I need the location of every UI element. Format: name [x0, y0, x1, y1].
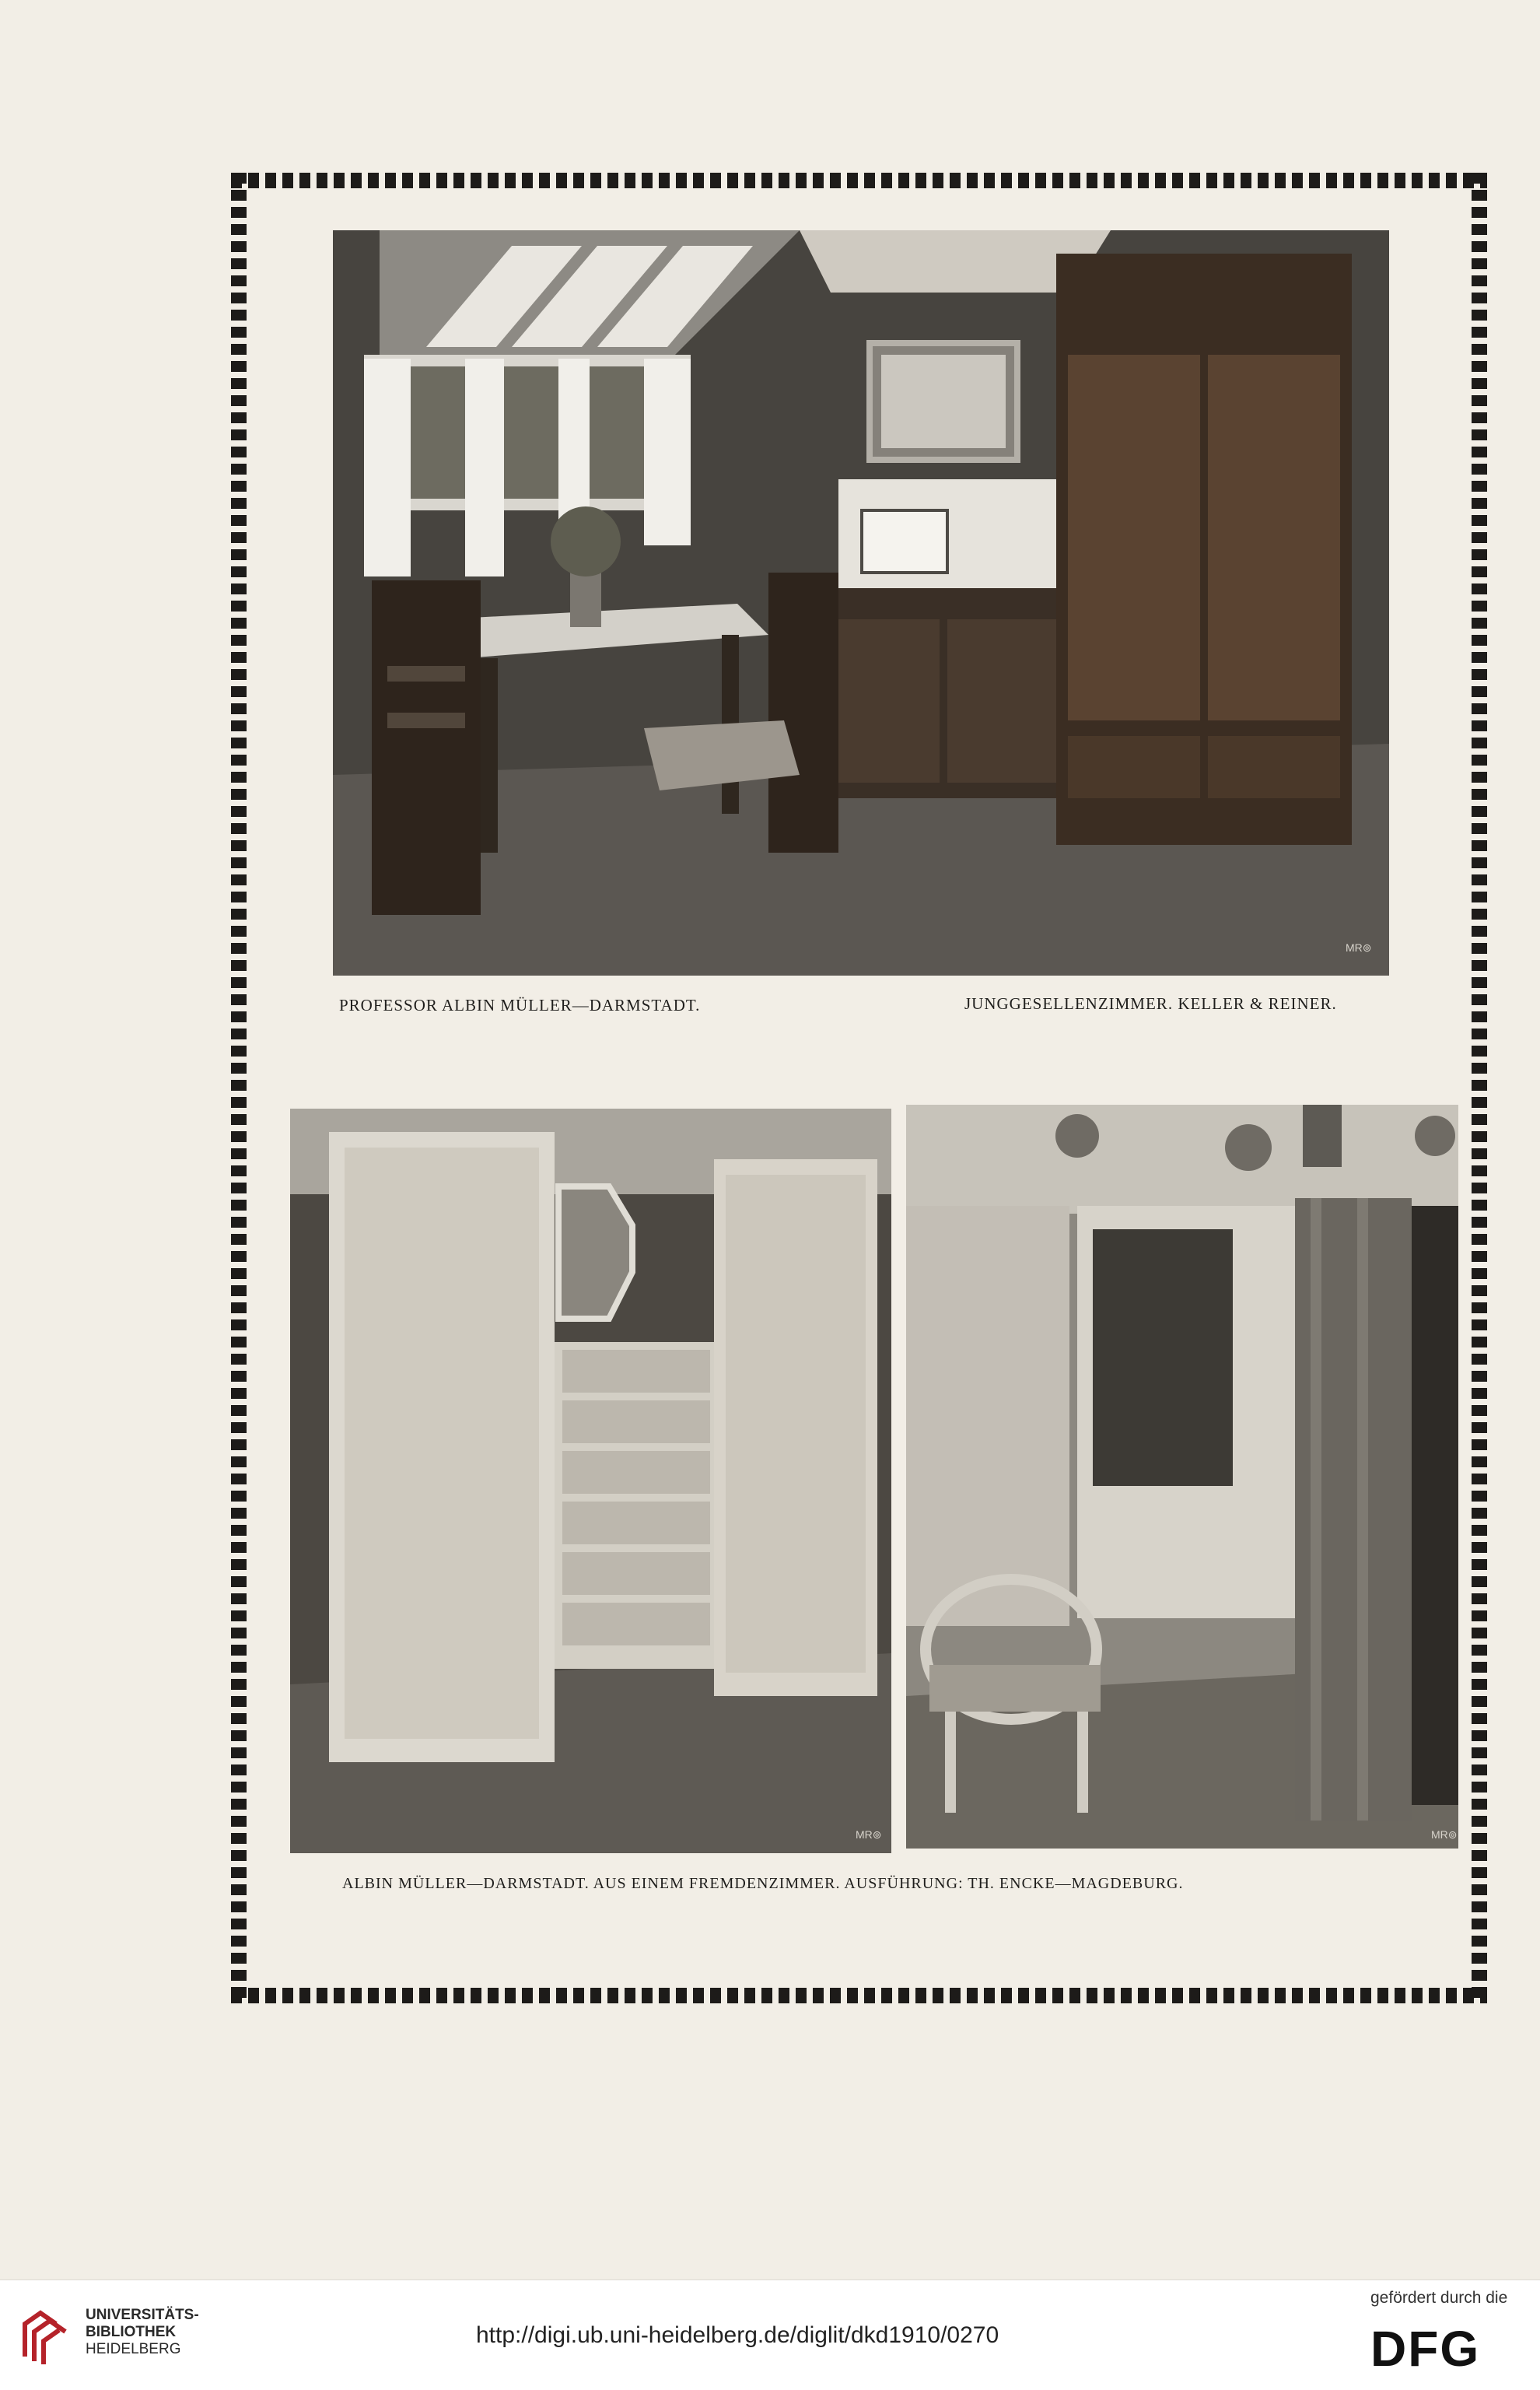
photo-alcove	[906, 1105, 1458, 1849]
caption-room: JUNGGESELLENZIMMER. KELLER & REINER.	[964, 994, 1337, 1013]
photo-wardrobes	[290, 1109, 891, 1853]
caption-guest-room: ALBIN MÜLLER—DARMSTADT. AUS EINEM FREMDENZIMMER. AUSFÜHRUNG: TH. ENCKE—MAGDEBURG.	[342, 1875, 1184, 1892]
dfg-logo: DFG	[1370, 2321, 1481, 2377]
photo-monogram: MR⊚	[1346, 941, 1372, 954]
alcove-illustration	[906, 1105, 1458, 1849]
photo-monogram: MR⊚	[1431, 1828, 1458, 1841]
caption-designer: PROFESSOR ALBIN MÜLLER—DARMSTADT.	[339, 996, 701, 1015]
photo-monogram: MR⊚	[856, 1828, 882, 1841]
wardrobes-illustration	[290, 1109, 891, 1853]
library-name: UNIVERSITÄTS- BIBLIOTHEK HEIDELBERG	[86, 2307, 199, 2357]
bachelor-room-illustration	[333, 230, 1389, 976]
funder-label: gefördert durch die	[1370, 2289, 1508, 2307]
photo-bachelor-room	[333, 230, 1389, 976]
source-url-link[interactable]: http://digi.ub.uni-heidelberg.de/diglit/dkd1910/0270	[476, 2322, 999, 2348]
ub-heidelberg-logo-icon	[17, 2310, 73, 2366]
